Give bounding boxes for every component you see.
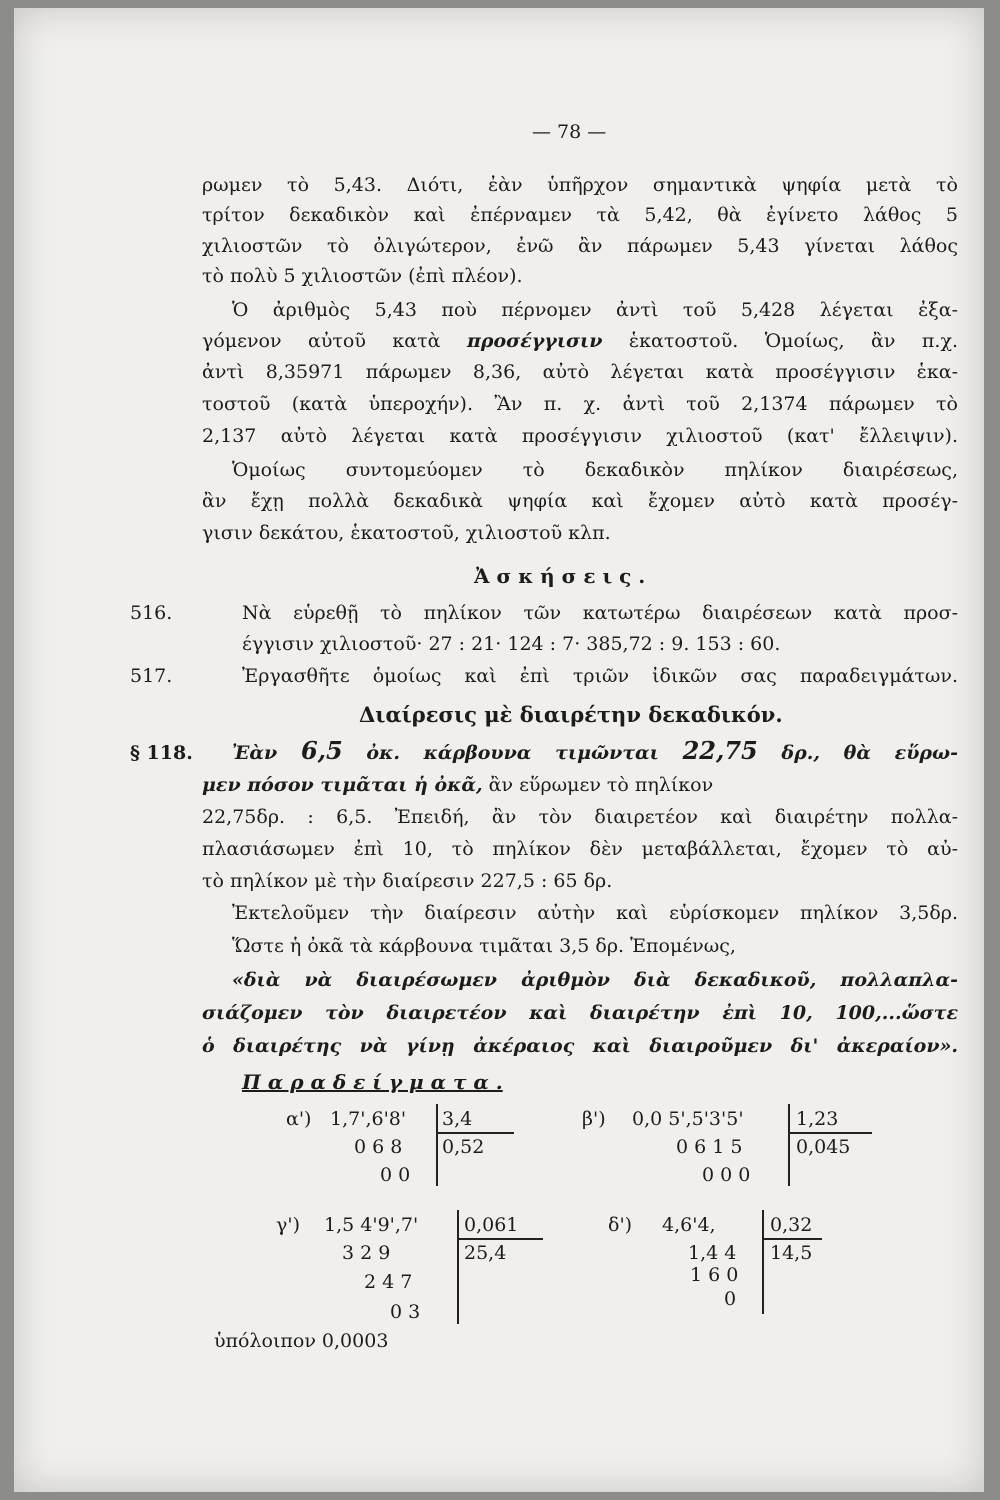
division-bar-vertical	[762, 1210, 764, 1314]
division-bar-horizontal	[457, 1238, 543, 1240]
division-step: 1,4 4	[688, 1242, 737, 1264]
quotient: 0,52	[442, 1136, 485, 1158]
text-line: χιλιοστῶν τὸ ὀλιγώτερον, ἐνῶ ἂν πάρωμεν 5,43 γίνεται λάθος	[202, 235, 958, 257]
division-bar-horizontal	[762, 1238, 822, 1240]
text-line: Ὁ ἀριθμὸς 5,43 ποὺ πέρνομεν ἀντὶ τοῦ 5,428 λέγεται ἐξα-	[232, 299, 958, 321]
text-line	[202, 329, 958, 353]
example-label: δ')	[608, 1214, 633, 1236]
exercise-number: 517.	[130, 665, 173, 687]
dividend: 1,7',6'8'	[330, 1108, 407, 1130]
text-line: Νὰ εὑρεθῇ τὸ πηλίκον τῶν κατωτέρω διαιρέσεων κατὰ προσ-	[242, 602, 958, 624]
text-line: γισιν δεκάτου, ἑκατοστοῦ, χιλιοστοῦ κλπ.	[202, 522, 611, 544]
divisor: 0,061	[464, 1214, 519, 1236]
number-large: 6,5	[300, 736, 343, 765]
divisor: 1,23	[796, 1108, 839, 1130]
text-run: γόμενον αὐτοῦ κατὰ	[202, 330, 467, 352]
text-run: Ἐὰν	[232, 742, 301, 764]
division-bar-vertical	[457, 1210, 459, 1324]
division-bar-vertical	[436, 1104, 438, 1186]
rule-line: «διὰ νὰ διαιρέσωμεν ἀριθμὸν διὰ δεκαδικοῦ, πολλαπλα-	[232, 969, 958, 991]
text-run: ἂν εὕρωμεν τὸ πηλίκον	[482, 774, 714, 796]
example-label: β')	[582, 1108, 606, 1130]
text-run: ἑκατοστοῦ. Ὁμοίως, ἂν π.χ.	[602, 330, 958, 352]
section-number: § 118.	[130, 742, 193, 764]
division-step: 0	[724, 1288, 737, 1310]
dividend: 1,5 4'9',7'	[324, 1214, 419, 1236]
division-bar-vertical	[788, 1104, 790, 1186]
text-line: ἀντὶ 8,35971 πάρωμεν 8,36, αὐτὸ λέγεται κατὰ προσέγγισιν ἑκα-	[202, 361, 958, 383]
dividend: 4,6'4,	[662, 1214, 716, 1236]
text-line	[202, 773, 713, 797]
text-line: τρίτον δεκαδικὸν καὶ ἐπέρναμεν τὰ 5,42, θὰ ἐγίνετο λάθος 5	[202, 204, 958, 226]
text-line: Ὁμοίως συντομεύομεν τὸ δεκαδικὸν πηλίκον διαιρέσεως,	[232, 459, 958, 481]
divisor: 0,32	[770, 1214, 813, 1236]
division-step: 1 6 0	[690, 1264, 739, 1286]
example-label: α')	[286, 1108, 312, 1130]
division-bar-horizontal	[788, 1132, 872, 1134]
text-line: ρωμεν τὸ 5,43. Διότι, ἐὰν ὑπῆρχον σημαντικὰ ψηφία μετὰ τὸ	[202, 174, 958, 196]
text-line: πλασιάσωμεν ἐπὶ 10, τὸ πηλίκον δὲν μεταβάλλεται, ἔχομεν τὸ αὐ-	[202, 838, 958, 860]
division-step: 0 0 0	[702, 1164, 751, 1186]
text-line: 2,137 αὐτὸ λέγεται κατὰ προσέγγισιν χιλιοστοῦ (κατ' ἔλλειψιν).	[202, 425, 958, 447]
quotient: 0,045	[796, 1136, 851, 1158]
exercises-heading: Ἀ σ κ ή σ ε ι ς .	[474, 564, 646, 588]
book-page	[14, 8, 984, 1492]
quotient: 25,4	[464, 1242, 507, 1264]
text-line: τὸ πηλίκον μὲ τὴν διαίρεσιν 227,5 : 65 δρ.	[202, 870, 613, 892]
page-content	[14, 8, 984, 1492]
text-line: έγγισιν χιλιοστοῦ· 27 : 21· 124 : 7· 385,72 : 9. 153 : 60.	[242, 633, 781, 655]
division-bar-horizontal	[436, 1132, 514, 1134]
text-line: Ἐργασθῆτε ὁμοίως καὶ ἐπὶ τριῶν ἰδικῶν σας παραδειγμάτων.	[242, 665, 958, 687]
remainder: ὑπόλοιπον 0,0003	[214, 1330, 389, 1352]
examples-heading: Π α ρ α δ ε ί γ μ α τ α .	[242, 1070, 503, 1094]
quotient: 14,5	[770, 1242, 813, 1264]
text-line: ἂν ἔχῃ πολλὰ δεκαδικὰ ψηφία καὶ ἔχομεν αὐτὸ κατὰ προσέγ-	[202, 490, 958, 512]
section-title: Διαίρεσις μὲ διαιρέτην δεκαδικόν.	[359, 702, 783, 727]
text-run: δρ., θὰ εὕρω-	[757, 742, 958, 764]
text-line: Ὥστε ἡ ὀκᾶ τὰ κάρβουνα τιμᾶται 3,5 δρ. Ἑπομένως,	[232, 935, 736, 957]
division-step: 0 6 8	[354, 1136, 403, 1158]
number-large: 22,75	[682, 736, 758, 765]
text-run: μεν πόσον τιμᾶται ἡ ὀκᾶ,	[202, 774, 483, 796]
division-step: 0 0	[380, 1164, 411, 1186]
exercise-number: 516.	[130, 602, 173, 624]
text-line: τοστοῦ (κατὰ ὑπεροχήν). Ἂν π. χ. ἀντὶ τοῦ 2,1374 πάρωμεν τὸ	[202, 393, 958, 415]
page-number: — 78 —	[532, 121, 607, 143]
divisor: 3,4	[442, 1108, 473, 1130]
rule-line: σιάζομεν τὸν διαιρετέον καὶ διαιρέτην ἐπὶ 10, 100,...ὥστε	[202, 1002, 958, 1024]
dividend: 0,0 5',5'3'5'	[632, 1108, 744, 1130]
division-step: 3 2 9	[342, 1242, 391, 1264]
division-step: 0 3	[390, 1301, 421, 1323]
division-step: 0 6 1 5	[676, 1136, 743, 1158]
text-line: τὸ πολὺ 5 χιλιοστῶν (ἐπὶ πλέον).	[202, 265, 523, 287]
text-line	[232, 736, 958, 765]
text-run: ὀκ. κάρβουνα τιμῶνται	[342, 742, 683, 764]
emphasis-term: προσέγγισιν	[466, 330, 603, 352]
example-label: γ')	[276, 1214, 300, 1236]
rule-line: ὁ διαιρέτης νὰ γίνῃ ἀκέραιος καὶ διαιροῦμεν δι' ἀκεραίον».	[202, 1035, 958, 1057]
text-line: Ἐκτελοῦμεν τὴν διαίρεσιν αὐτὴν καὶ εὑρίσκομεν πηλίκον 3,5δρ.	[232, 902, 958, 924]
division-step: 2 4 7	[364, 1271, 413, 1293]
text-line: 22,75δρ. : 6,5. Ἐπειδή, ἂν τὸν διαιρετέον καὶ διαιρέτην πολλα-	[202, 806, 958, 828]
